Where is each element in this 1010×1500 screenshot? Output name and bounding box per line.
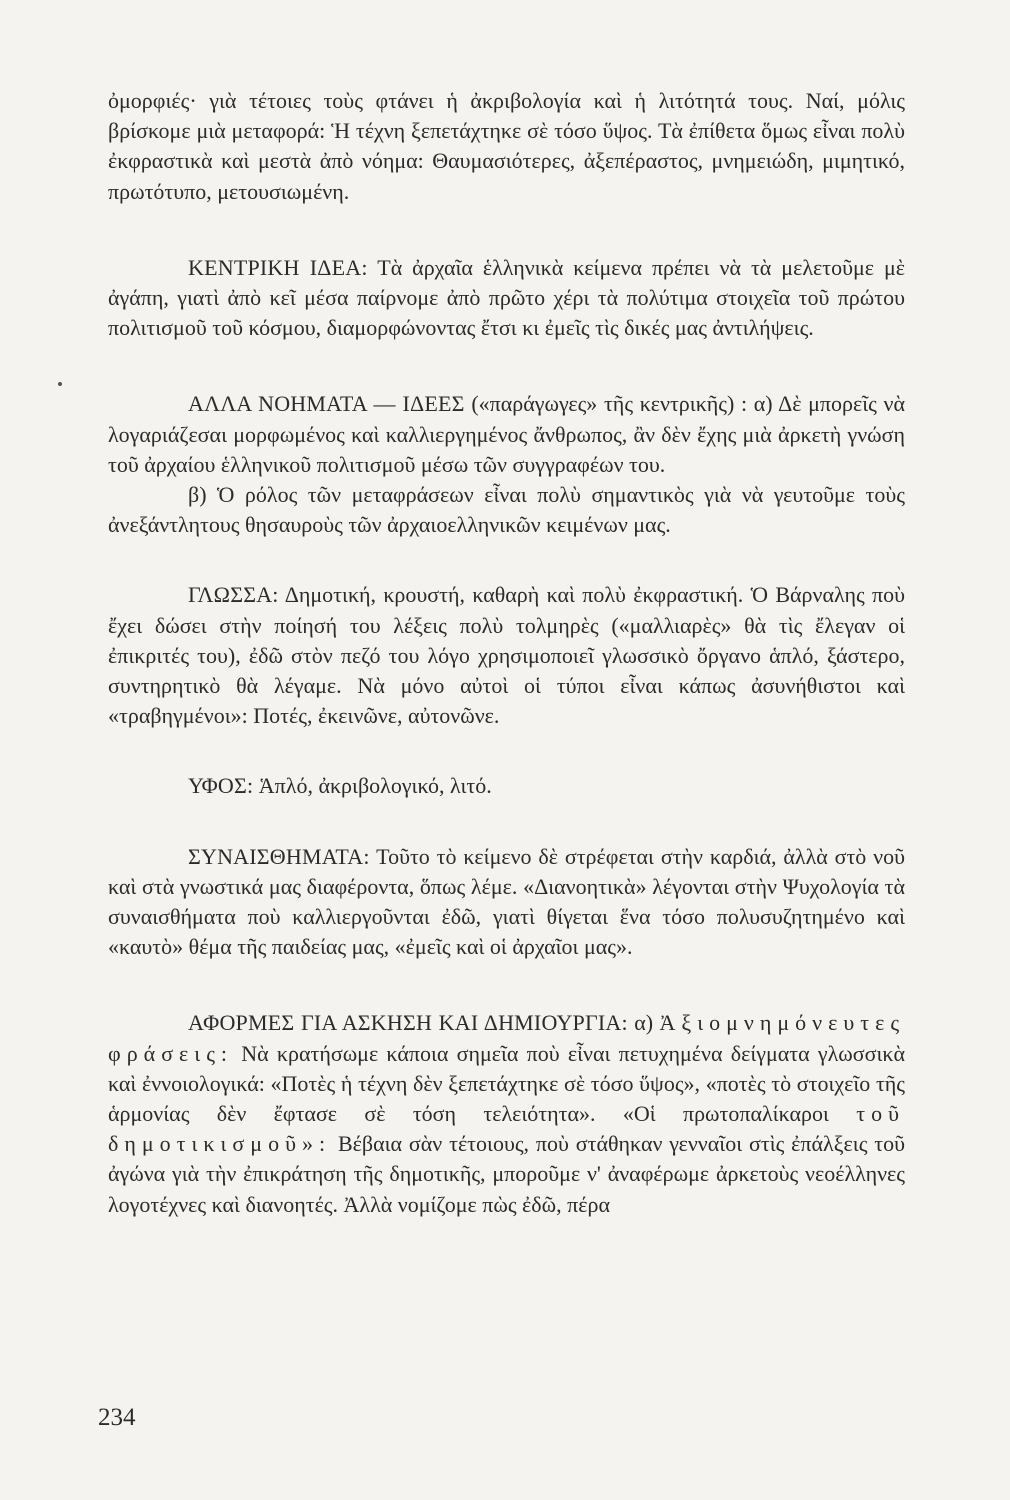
exercises-text-2: Βέβαια σὰν τέτοιους, ποὺ στάθηκαν γενναῖοι στὶς ἐπάλξεις τοῦ ἀγώνα γιὰ τὴν ἐπικράτηση τῆς δημοτικῆς, μποροῦμε ν' ἀναφέρωμε ἀρκετοὺς νεοέλληνες λογοτέχνες καὶ διανοητές. Ἀλλὰ νομίζομε πὼς ἐδῶ, πέρα xyxy=(108,1131,905,1217)
paragraph-exercises xyxy=(108,1008,905,1219)
feelings-text: Τοῦτο τὸ κείμενο δὲ στρέφεται στὴν καρδιά, ἀλλὰ στὸ νοῦ καὶ στὰ γνωστικά μας διαφέροντα, ὅπως λέμε. «Διανοητικὰ» λέγονται στὴν Ψυχολογία τὰ συναισθήματα ποὺ καλλιεργοῦνται ἐδῶ, γιατὶ θίγεται ἕνα τόσο πολυσυζητημένο καὶ «καυτὸ» θέμα τῆς παιδείας μας, «ἐμεῖς καὶ οἱ ἀρχαῖοι μας». xyxy=(108,843,905,960)
spaced-phrase-demoticism: τοῦ δημοτικισμοῦ»: xyxy=(108,1101,905,1157)
paragraph-style xyxy=(108,771,905,801)
other-ideas-text: («παράγωγες» τῆς κεντρικῆς) : α) Δὲ μπορεῖς νὰ λογαριάζεσαι μορφωμένος καὶ καλλιεργημένος ἄνθρωπος, ἂν δὲν ἔχης μιὰ ἀρκετὴ γνώση τοῦ ἀρχαίου ἑλληνικοῦ πολιτισμοῦ μέσω τῶν συγγραφέων του. xyxy=(108,391,906,477)
style-text: Ἁπλό, ἀκριβολογικό, λιτό. xyxy=(258,773,492,799)
heading-other-ideas: ΑΛΛΑ ΝΟΗΜΑΤΑ — ΙΔΕΕΣ xyxy=(188,391,465,417)
heading-exercises: ΑΦΟΡΜΕΣ ΓΙΑ ΑΣΚΗΣΗ ΚΑΙ ΔΗΜΙΟΥΡΓΙΑ: xyxy=(188,1010,628,1036)
exercises-text-1: Νὰ κρατήσωμε κάποια σημεῖα ποὺ εἶναι πετυχημένα δείγματα γλωσσικὰ καὶ ἐννοιολογικά: «Ποτὲς ἡ τέχνη δὲν ξεπετάχτηκε σὲ τόσο ὕψος», «ποτὲς τὸ στοιχεῖο τῆς ἁρμονίας δὲν ἔφτασε σὲ τόση τελειότητα». «Οἱ πρωτοπαλίκαροι xyxy=(108,1040,905,1127)
heading-feelings: ΣΥΝΑΙΣΘΗΜΑΤΑ: xyxy=(188,843,370,869)
paper-speck xyxy=(58,382,62,386)
translations-text: β) Ὁ ρόλος τῶν μεταφράσεων εἶναι πολὺ σημαντικὸς γιὰ νὰ γευτοῦμε τοὺς ἀνεξάντλητους θησαυροὺς τῶν ἀρχαιοελληνικῶν κειμένων μας. xyxy=(108,482,905,538)
paragraph-other-ideas xyxy=(108,389,905,480)
heading-central-idea: ΚΕΝΤΡΙΚΗ ΙΔΕΑ: xyxy=(188,254,368,280)
central-idea-text: Τὰ ἀρχαῖα ἑλληνικὰ κείμενα πρέπει νὰ τὰ μελετοῦμε μὲ ἀγάπη, γιατὶ ἀπὸ κεῖ μέσα παίρνομε ἀπὸ πρῶτο χέρι τὰ πολύτιμα στοιχεῖα τοῦ πρώτου πολιτισμοῦ τοῦ κόσμου, διαμορφώνοντας ἔτσι κι ἐμεῖς τὶς δικές μας ἀντιλήψεις. xyxy=(108,254,905,341)
paragraph-intro-text: ὀμορφιές· γιὰ τέτοιες τοὺς φτάνει ἡ ἀκριβολογία καὶ ἡ λιτότητά τους. Ναί, μόλις βρίσκομε μιὰ μεταφορά: Ἡ τέχνη ξεπετάχτηκε σὲ τόσο ὕψος. Τὰ ἐπίθετα ὅμως εἶναι πολὺ ἐκφραστικὰ καὶ μεστὰ ἀπὸ νόημα: Θαυμασιότερες, ἀξεπέραστος, μνημειώδη, μιμητικό, πρωτότυπο, μετουσιωμένη. xyxy=(108,88,905,204)
paragraph-translations xyxy=(108,480,905,540)
heading-language: ΓΛΩΣΣΑ: xyxy=(188,582,279,608)
paragraph-feelings xyxy=(108,842,905,963)
spaced-phrase-memorable: Ἀξιομνημόνευτες φράσεις: xyxy=(108,1010,906,1066)
exercises-marker-a: α) xyxy=(634,1010,654,1036)
page-number: 234 xyxy=(98,1404,136,1431)
paragraph-intro xyxy=(108,86,905,207)
language-text: Δημοτική, κρουστή, καθαρὴ καὶ πολὺ ἐκφραστική. Ὁ Βάρναλης ποὺ ἔχει δώσει στὴν ποίησή του λέξεις πολὺ τολμηρὲς («μαλλιαρὲς» θὰ τὶς ἔλεγαν οἱ ἐπικριτές του), ἐδῶ στὸν πεζό του λόγο χρησιμοποιεῖ γλωσσικὸ ὄργανο ἁπλό, ξάστερο, συντηρητικὸ θὰ λέγαμε. Νὰ μόνο αὐτοὶ οἱ τύποι εἶναι κάπως ἀσυνήθιστοι καὶ «τραβηγμένοι»: Ποτές, ἐκεινῶνε, αὐτονῶνε. xyxy=(108,582,905,729)
paragraph-central-idea xyxy=(108,253,905,344)
body-text xyxy=(108,86,905,1220)
heading-style: ΥΦΟΣ: xyxy=(188,773,254,799)
paragraph-language xyxy=(108,580,905,731)
